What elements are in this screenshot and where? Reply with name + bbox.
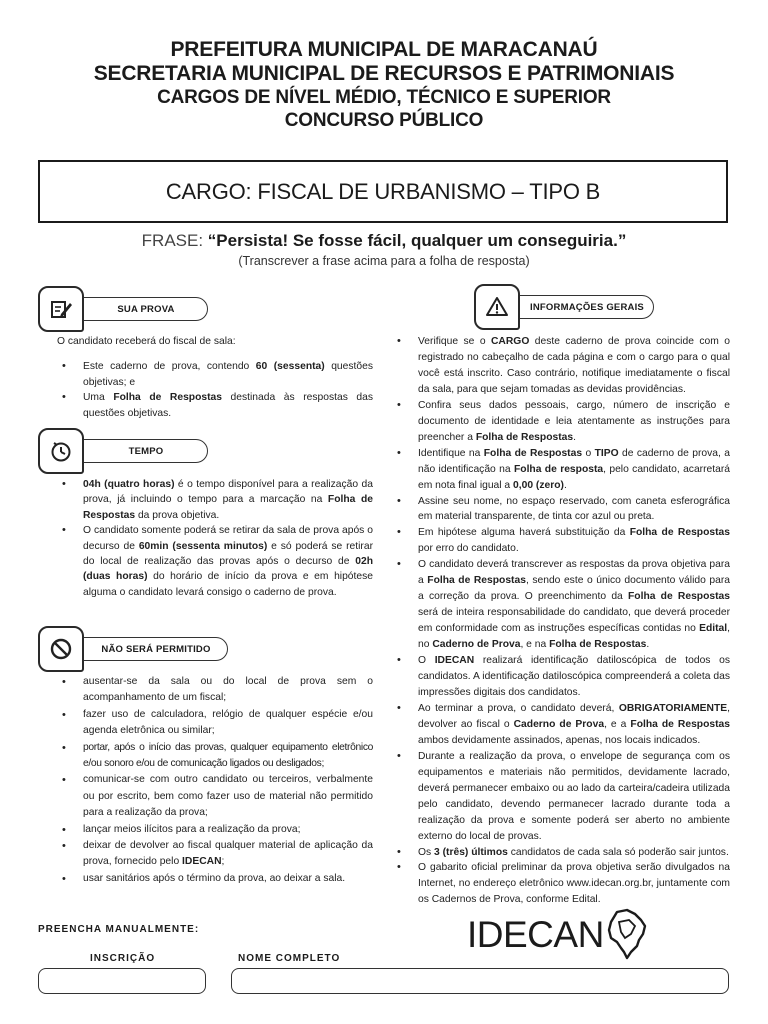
brazil-map-icon [607, 908, 647, 960]
list-item: • O candidato somente poderá se retirar da sala de prova após o decurso de 60min (sessenta minutos) e só poderá se retirar do local de realização das provas após o decurso de 02h (duas horas) do horário de início da prova e em hipótese alguma o candidato levará consigo o caderno de prova. [57, 523, 373, 600]
list-item: • Identifique na Folha de Respostas o TIPO de caderno de prova, a não identificação na Folha de resposta, pelo candidato, acarretará em nota final igual a 0,00 (zero). [392, 446, 730, 494]
list-item: • Confira seus dados pessoais, cargo, número de inscrição e documento de identidade e leia atentamente as instruções para preencher a Folha de Respostas. [392, 398, 730, 446]
list-item: • deixar de devolver ao fiscal qualquer material de aplicação da prova, fornecido pelo IDECAN; [57, 838, 373, 871]
inscricao-field[interactable] [38, 968, 206, 994]
preencha-label: PREENCHA MANUALMENTE: [38, 924, 200, 935]
section-body-nao-permitido [57, 674, 373, 887]
list-item: • ausentar-se da sala ou do local de prova sem o acompanhamento de um fiscal; [57, 674, 373, 707]
idecan-logo [467, 908, 647, 964]
list-item: • 04h (quatro horas) é o tempo disponível para a realização da prova, já incluindo o tempo para a marcação na Folha de Respostas da prova objetiva. [57, 477, 373, 523]
section-title-tempo: TEMPO [66, 439, 208, 463]
frase-instruction: (Transcrever a frase acima para a folha de resposta) [238, 254, 530, 268]
list-item: • O gabarito oficial preliminar da prova objetiva serão divulgados na Internet, no endereço eletrônico www.idecan.org.br, juntamente com os Cadernos de Prova, conforme Edital. [392, 860, 730, 908]
section-body-info [392, 334, 730, 908]
list-item: • Durante a realização da prova, o envelope de segurança com os equipamentos e materiais não permitidos, devidamente lacrado, deverá permanecer embaixo ou ao lado da carteira/cadeira utilizada pelo candidato, devendo permanecer lacrado durante toda a realização da prova e somente poderá ser aberto no ambiente externo do local de provas. [392, 749, 730, 845]
section-header-tempo [38, 428, 208, 474]
sua-prova-intro: O candidato receberá do fiscal de sala: [57, 336, 236, 347]
logo-text: IDECAN [467, 914, 604, 955]
frase-label: FRASE: [141, 231, 204, 250]
page-header [0, 38, 768, 132]
section-body-tempo [57, 477, 373, 600]
list-item: • Assine seu nome, no espaço reservado, com caneta esferográfica em material transparente, de tinta cor azul ou preta. [392, 494, 730, 526]
section-header-info [474, 284, 654, 330]
prohibited-icon [38, 626, 84, 672]
list-item: • Os 3 (três) últimos candidatos de cada sala só poderão sair juntos. [392, 845, 730, 861]
frase [0, 231, 768, 251]
header-secretaria: SECRETARIA MUNICIPAL DE RECURSOS E PATRIMONIAIS [93, 62, 675, 85]
list-item: • Em hipótese alguma haverá substituição da Folha de Respostas por erro do candidato. [392, 525, 730, 557]
list-item: • fazer uso de calculadora, relógio de qualquer espécie e/ou agenda eletrônica ou similar; [57, 707, 373, 740]
list-item: • portar, após o início das provas, qualquer equipamento eletrônico e/ou sonoro e/ou de comunicação ligados ou desligados; [57, 740, 373, 773]
list-item: • lançar meios ilícitos para a realização da prova; [57, 822, 373, 838]
section-title-info: INFORMAÇÕES GERAIS [502, 295, 654, 319]
warning-icon [474, 284, 520, 330]
list-item: • O candidato deverá transcrever as respostas da prova objetiva para a Folha de Respostas, sendo este o único documento válido para a correção da prova. O preenchimento da Folha de Respostas será de inteira responsabilidade do candidato, que deverá proceder em conformidade com as instruções específicas contidas no Edital, no Caderno de Prova, e na Folha de Respostas. [392, 557, 730, 653]
inscricao-label: INSCRIÇÃO [90, 953, 156, 964]
list-item: • Este caderno de prova, contendo 60 (sessenta) questões objetivas; e [57, 359, 373, 390]
list-item: • O IDECAN realizará identificação datiloscópica de todos os candidatos. A identificação datiloscópica compreenderá a coleta das impressões digitais dos candidatos. [392, 653, 730, 701]
frase-text: “Persista! Se fosse fácil, qualquer um conseguiria.” [207, 231, 627, 250]
header-concurso: CONCURSO PÚBLICO [284, 110, 484, 131]
section-title-sua-prova: SUA PROVA [66, 297, 208, 321]
section-title-nao-permitido: NÃO SERÁ PERMITIDO [66, 637, 228, 661]
list-item: • Uma Folha de Respostas destinada às respostas das questões objetivas. [57, 390, 373, 421]
cargo-title: CARGO: FISCAL DE URBANISMO – TIPO B [165, 178, 601, 204]
cargo-box [38, 160, 728, 223]
list-item: • Verifique se o CARGO deste caderno de prova coincide com o registrado no cabeçalho de cada página e com o cargo para o qual você está inscrito. Caso contrário, notifique imediatamente o fiscal da sala, para que sejam tomadas as devidas providências. [392, 334, 730, 398]
header-prefeitura: PREFEITURA MUNICIPAL DE MARACANAÚ [170, 38, 598, 61]
list-item: • comunicar-se com outro candidato ou terceiros, verbalmente ou por escrito, bem como fazer uso de material não permitido para a realização da prova; [57, 772, 373, 821]
list-item: • Ao terminar a prova, o candidato deverá, OBRIGATORIAMENTE, devolver ao fiscal o Caderno de Prova, e a Folha de Respostas ambos devidamente assinados, apenas, nos locais indicados. [392, 701, 730, 749]
clock-icon [38, 428, 84, 474]
edit-icon [38, 286, 84, 332]
section-body-sua-prova [57, 334, 373, 421]
section-header-sua-prova [38, 286, 208, 332]
header-cargos: CARGOS DE NÍVEL MÉDIO, TÉCNICO E SUPERIOR [157, 87, 611, 108]
nome-completo-label: NOME COMPLETO [238, 953, 341, 964]
nome-completo-field[interactable] [231, 968, 729, 994]
list-item: • usar sanitários após o término da prova, ao deixar a sala. [57, 871, 373, 887]
section-header-nao-permitido [38, 626, 228, 672]
